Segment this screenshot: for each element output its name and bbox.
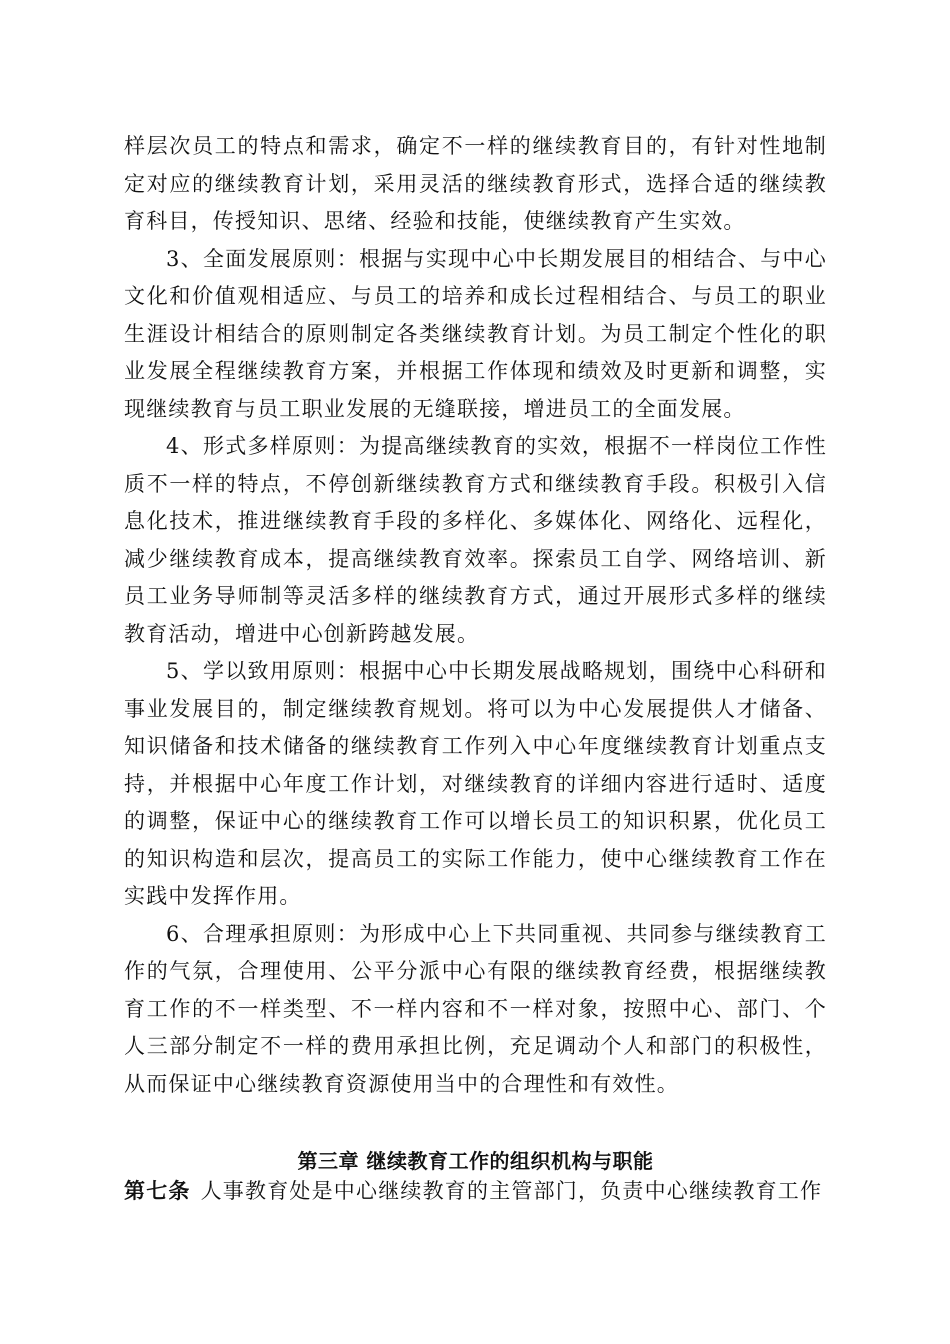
document-page [124,128,827,1206]
paragraph-principle-5: 5、学以致用原则：根据中心中长期发展战略规划，围绕中心科研和事业发展目的，制定继续教育规划。将可以为中心发展提供人才储备、知识储备和技术储备的继续教育工作列入中心年度继续教育计划重点支持，并根据中心年度工作计划，对继续教育的详细内容进行适时、适度的调整，保证中心的继续教育工作可以增长员工的知识积累，优化员工的知识构造和层次，提高员工的实际工作能力，使中心继续教育工作在实践中发挥作用。 [124,659,827,908]
paragraph-principle-6: 6、合理承担原则：为形成中心上下共同重视、共同参与继续教育工作的气氛，合理使用、公平分派中心有限的继续教育经费，根据继续教育工作的不一样类型、不一样内容和不一样对象，按照中心、部门、个人三部分制定不一样的费用承担比例，充足调动个人和部门的积极性，从而保证中心继续教育资源使用当中的合理性和有效性。 [124,921,827,1096]
article-text: 人事教育处是中心继续教育的主管部门，负责中心继续教育工作 [200,1179,823,1203]
article-seven [124,1176,827,1206]
paragraph-continuation: 样层次员工的特点和需求，确定不一样的继续教育目的，有针对性地制定对应的继续教育计划，采用灵活的继续教育形式，选择合适的继续教育科目，传授知识、思绪、经验和技能，使继续教育产生实效。 [124,134,827,233]
article-label: 第七条 [124,1178,191,1203]
paragraph-principle-4: 4、形式多样原则：为提高继续教育的实效，根据不一样岗位工作性质不一样的特点，不停创新继续教育方式和继续教育手段。积极引入信息化技术，推进继续教育手段的多样化、多媒体化、网络化、远程化，减少继续教育成本，提高继续教育效率。探索员工自学、网络培训、新员工业务导师制等灵活多样的继续教育方式，通过开展形式多样的继续教育活动，增进中心创新跨越发展。 [124,434,827,646]
chapter-title: 第三章 继续教育工作的组织机构与职能 [297,1149,654,1173]
paragraph-principle-3: 3、全面发展原则：根据与实现中心中长期发展目的相结合、与中心文化和价值观相适应、与员工的培养和成长过程相结合、与员工的职业生涯设计相结合的原则制定各类继续教育计划。为员工制定个性化的职业发展全程继续教育方案，并根据工作体现和绩效及时更新和调整，实现继续教育与员工职业发展的无缝联接，增进员工的全面发展。 [124,246,827,421]
